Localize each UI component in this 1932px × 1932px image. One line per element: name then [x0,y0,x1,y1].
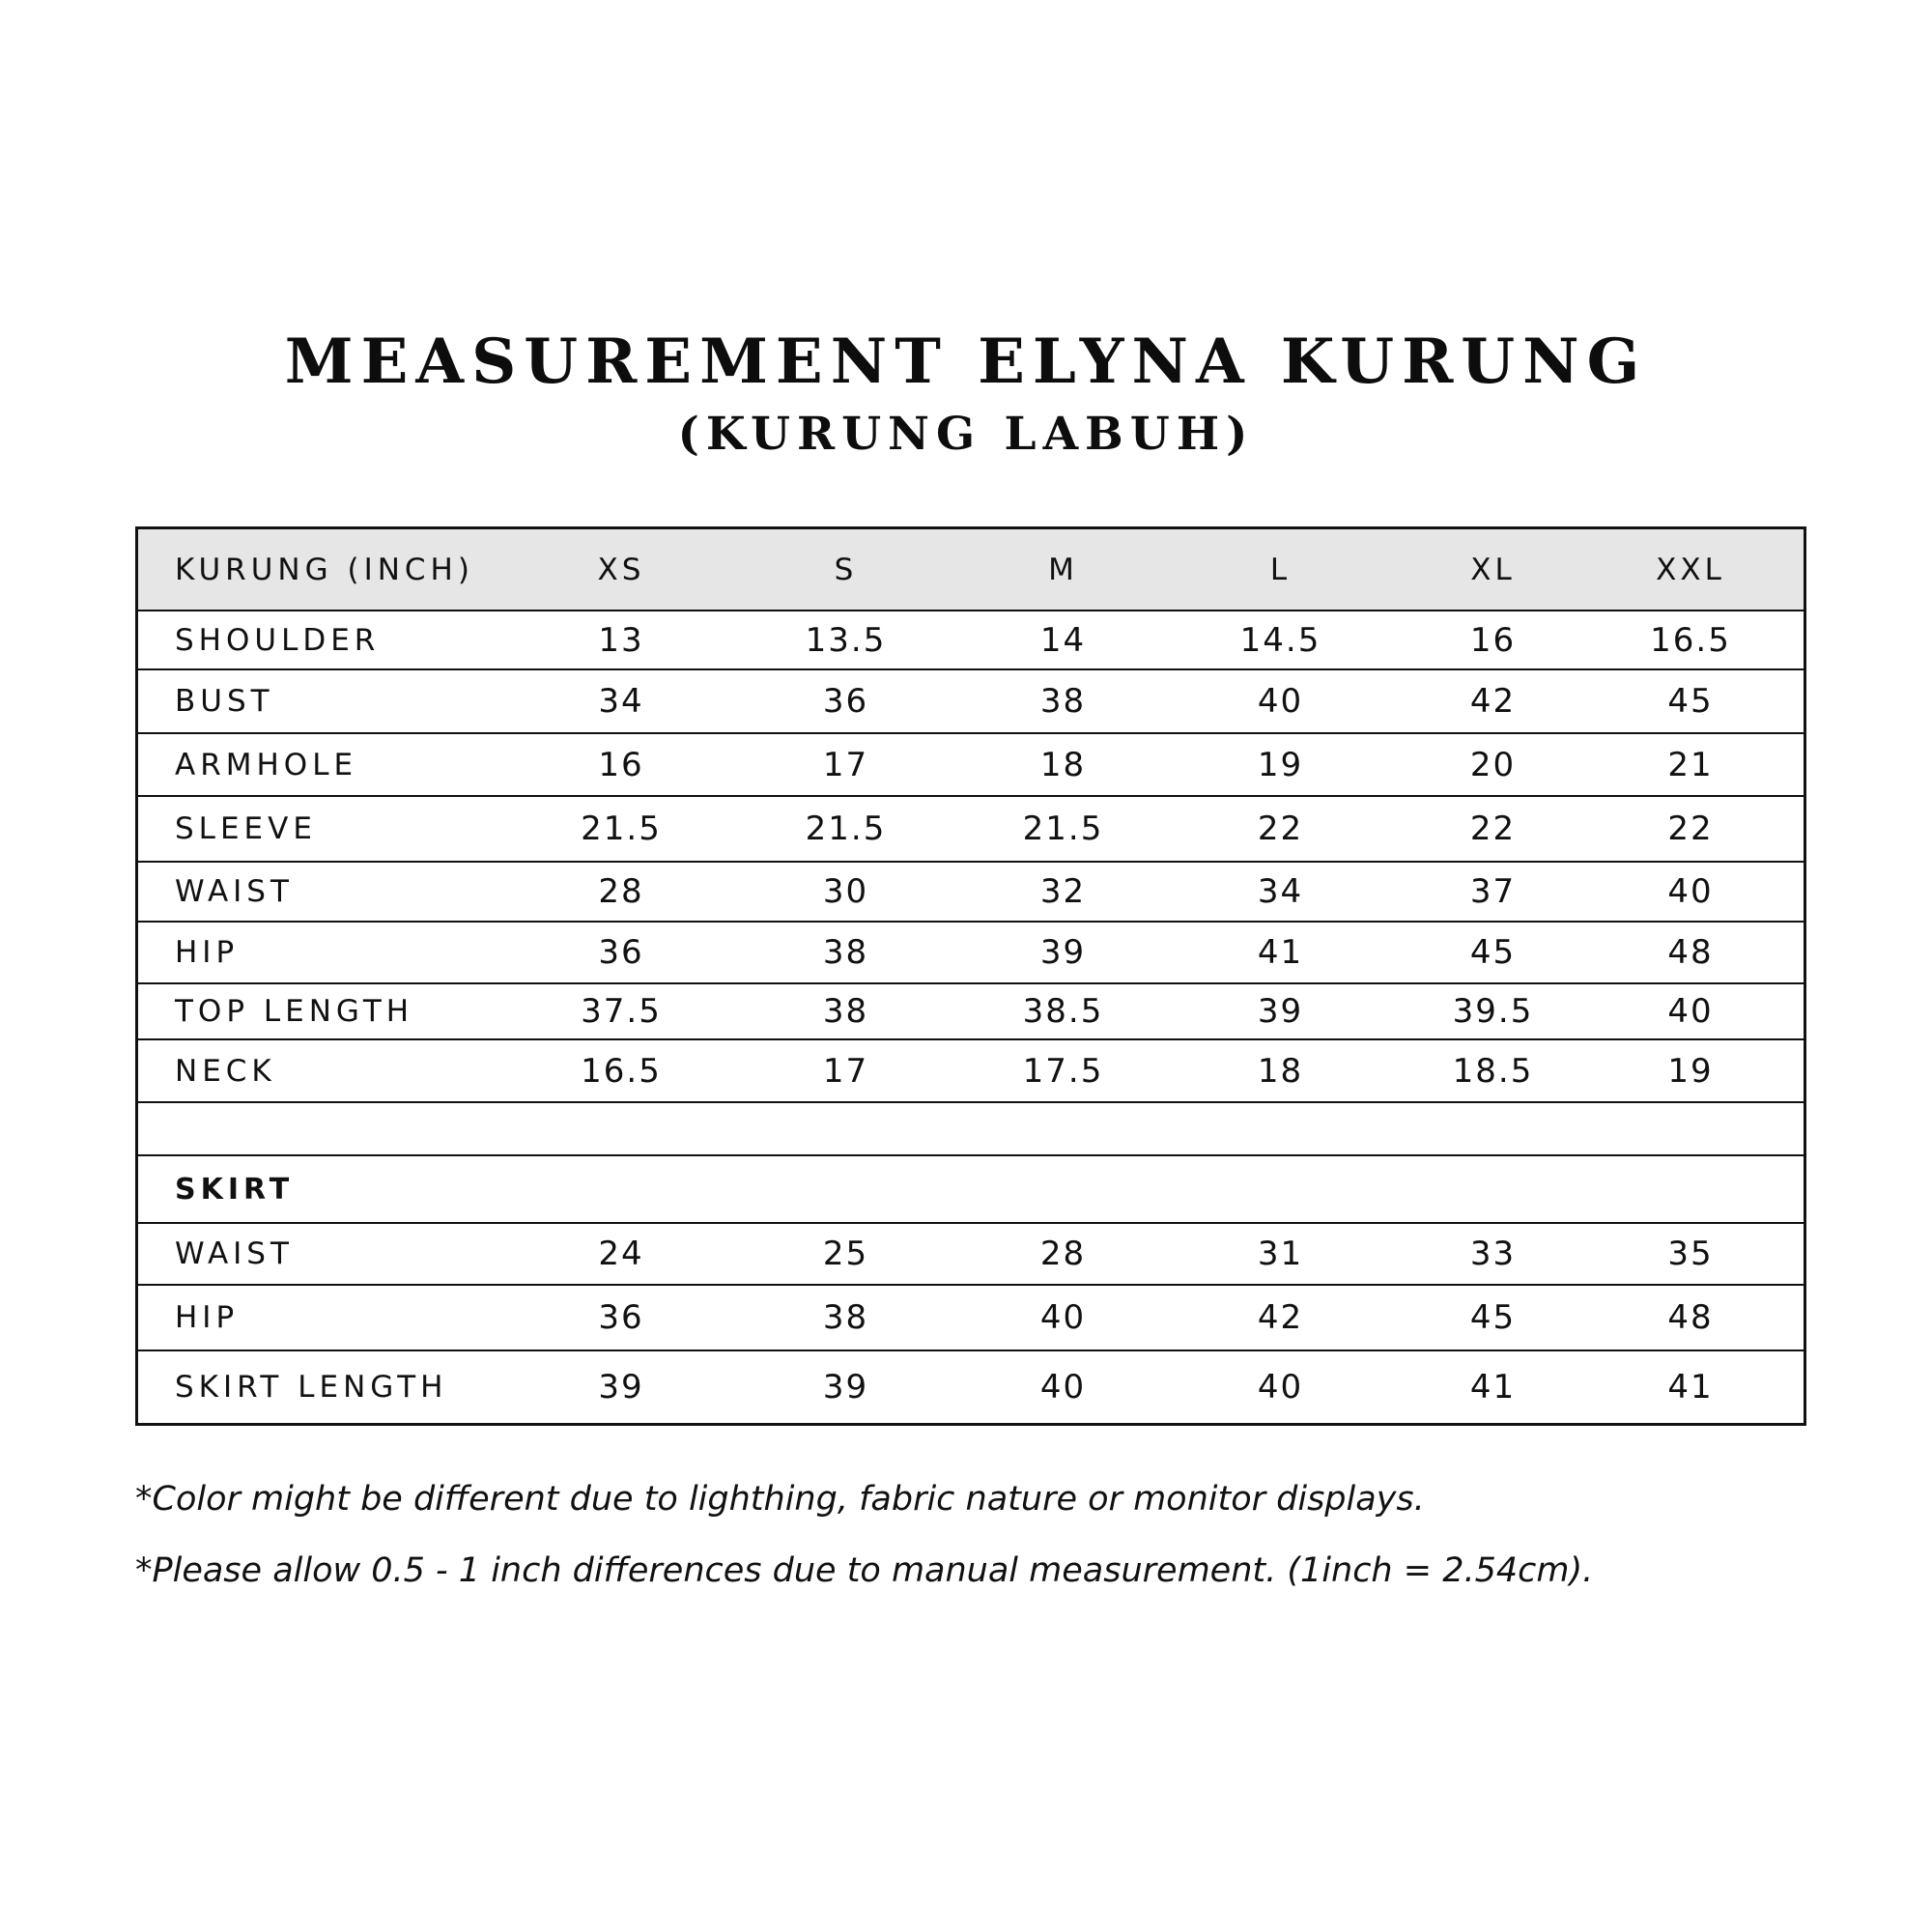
table-row [138,668,1804,732]
table-cell: 24 [598,1235,644,1273]
table-cell: 36 [822,682,869,721]
table-cell: 16 [598,745,644,784]
table-cell: 17 [822,745,869,784]
table-row [138,1222,1804,1284]
table-cell: 31 [1257,1235,1304,1273]
table-cell: 39 [598,1368,644,1406]
table-cell: 14 [1039,620,1087,660]
page-subtitle: (KURUNG LABUH) [677,408,1255,461]
table-row [138,982,1804,1038]
table-cell: 41 [1469,1368,1517,1406]
table-cell: 22 [1257,810,1304,848]
table-cell: 42 [1469,682,1517,721]
table-cell: 39 [1257,992,1304,1031]
table-cell: 40 [1667,872,1714,911]
table-cell: 38 [822,933,869,972]
table-cell: 41 [1667,1368,1714,1406]
header-cell-size-xs: XS [597,552,645,587]
table-cell: 36 [598,933,644,972]
table-cell: 30 [822,872,869,911]
table-cell: 39 [1039,933,1087,972]
table-cell: 37 [1469,872,1517,911]
table-cell: 33 [1469,1235,1517,1273]
table-cell: 48 [1667,933,1714,972]
row-label: SHOULDER [175,622,381,658]
row-label: TOP LENGTH [175,994,414,1029]
table-cell: 19 [1667,1051,1714,1091]
table-cell: 28 [1039,1235,1087,1273]
header-cell-size-xxl: XXL [1656,552,1725,587]
table-cell: 38 [822,992,869,1031]
page-title: MEASUREMENT ELYNA KURUNG [284,326,1648,398]
table-row [138,610,1804,668]
header-cell-size-m: M [1048,552,1078,587]
table-cell: 41 [1257,933,1304,972]
table-cell: 40 [1039,1368,1087,1406]
table-cell: 45 [1667,682,1714,721]
row-label: BUST [175,684,274,719]
table-cell: 21.5 [1022,810,1104,848]
table-cell: 40 [1667,992,1714,1031]
table-cell: 40 [1039,1298,1087,1337]
table-cell: 25 [822,1235,869,1273]
table-cell: 42 [1257,1298,1304,1337]
header-cell-size-s: S [834,552,858,587]
table-cell: 16.5 [581,1051,662,1091]
table-cell: 13.5 [805,620,887,660]
table-cell: 21 [1667,745,1714,784]
table-cell: 21.5 [805,810,887,848]
table-cell: 17.5 [1022,1051,1104,1091]
row-label: WAIST [175,874,294,909]
table-header-row [138,529,1804,610]
table-row [138,921,1804,982]
skirt-section-label: SKIRT [175,1172,295,1207]
table-cell: 18.5 [1452,1051,1534,1091]
table-cell: 48 [1667,1298,1714,1337]
table-cell: 13 [598,620,644,660]
table-cell: 45 [1469,1298,1517,1337]
table-cell: 19 [1257,745,1304,784]
table-cell: 45 [1469,933,1517,972]
table-cell: 32 [1039,872,1087,911]
table-cell: 28 [598,872,644,911]
table-cell: 40 [1257,682,1304,721]
measurement-disclaimer-note: *Please allow 0.5 - 1 inch differences due to manual measurement. (1inch = 2.54cm). [135,1551,1594,1590]
table-cell: 34 [1257,872,1304,911]
table-cell: 14.5 [1239,620,1321,660]
table-cell: 16.5 [1650,620,1731,660]
table-cell: 21.5 [581,810,662,848]
row-label: WAIST [175,1236,294,1271]
table-row [138,861,1804,921]
table-cell: 16 [1469,620,1517,660]
table-cell: 37.5 [581,992,662,1031]
table-spacer-row [138,1101,1804,1154]
disclaimer-notes [135,1463,1816,1606]
table-cell: 38 [1039,682,1087,721]
row-label: NECK [175,1053,276,1089]
table-cell: 18 [1039,745,1087,784]
header-cell-category: KURUNG (INCH) [175,552,474,587]
row-label: ARMHOLE [175,747,358,782]
row-label: HIP [175,935,240,970]
table-row [138,795,1804,861]
size-chart-table [135,526,1806,1426]
header-cell-size-xl: XL [1470,552,1516,587]
table-row [138,1038,1804,1101]
header-cell-size-l: L [1269,552,1292,587]
table-cell: 35 [1667,1235,1714,1273]
table-row [138,732,1804,795]
table-cell: 17 [822,1051,869,1091]
table-cell: 34 [598,682,644,721]
table-cell: 20 [1469,745,1517,784]
table-cell: 22 [1667,810,1714,848]
table-cell: 22 [1469,810,1517,848]
row-label: HIP [175,1300,240,1335]
table-cell: 39 [822,1368,869,1406]
table-cell: 38 [822,1298,869,1337]
table-row [138,1284,1804,1350]
table-cell: 40 [1257,1368,1304,1406]
table-cell: 18 [1257,1051,1304,1091]
table-cell: 36 [598,1298,644,1337]
skirt-section-row [138,1154,1804,1222]
table-cell: 39.5 [1452,992,1534,1031]
row-label: SLEEVE [175,811,317,846]
color-disclaimer-note: *Color might be different due to lighthing, fabric nature or monitor displays. [135,1480,1425,1519]
row-label: SKIRT LENGTH [175,1370,448,1405]
table-row [138,1350,1804,1423]
table-cell: 38.5 [1022,992,1104,1031]
